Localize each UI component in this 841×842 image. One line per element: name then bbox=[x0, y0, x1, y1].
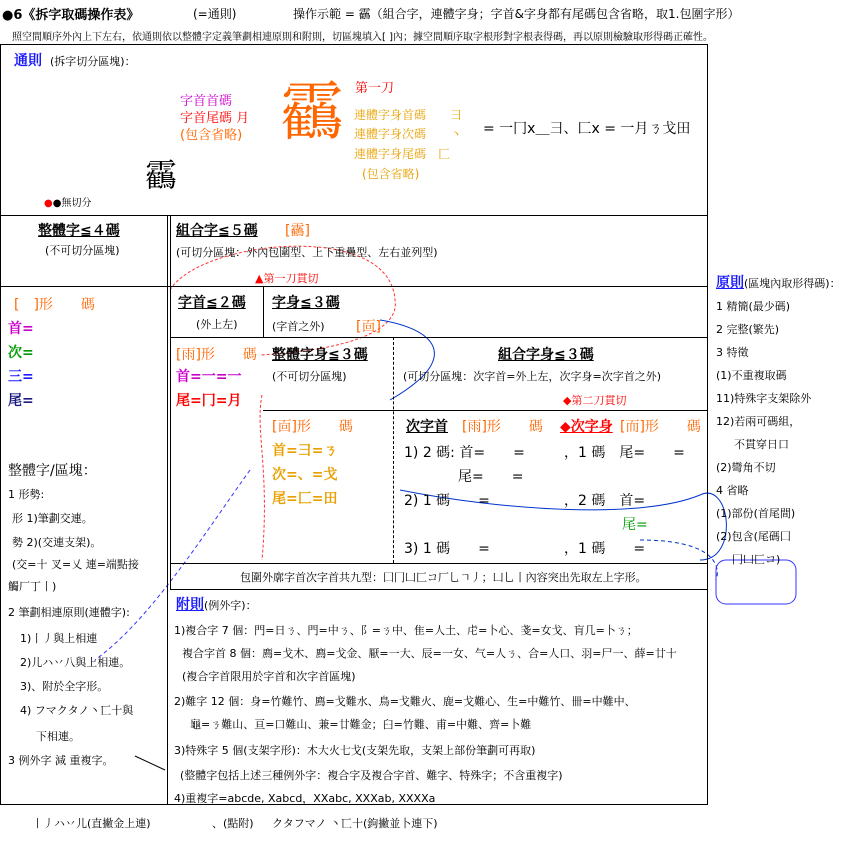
appendix-line-4: 2)難字 12 個：身=竹難竹、廌=戈難水、鳥=戈難火、鹿=戈難心、生=中難竹、卌=中難中、 bbox=[174, 695, 636, 708]
left-note-item: 3)、附於全字形。 bbox=[20, 680, 109, 693]
principle-item: 冂凵匚コ) bbox=[732, 553, 781, 566]
whole-body-title: 整體字身≦３碼 bbox=[272, 347, 368, 363]
row1-right: ，1 碼 尾= = bbox=[564, 445, 685, 461]
whole-first: 首= bbox=[8, 321, 34, 337]
divider-combo bbox=[0, 286, 708, 287]
principle-item: 4 省略 bbox=[716, 484, 749, 497]
row3-right: ，1 碼 = bbox=[564, 541, 646, 557]
whole-third: 三= bbox=[8, 369, 34, 385]
whole-title: 整體字≦４碼 bbox=[38, 223, 120, 239]
appendix-line-1: 1)複合字 7 個：門=日ㄋ、門=中ㄋ、阝=ㄋ中、隹=人土、虍=卜心、戔=女戈、肓几=卜ㄋ； bbox=[174, 624, 638, 637]
whole-shape: [ ]形 碼 bbox=[14, 297, 95, 313]
principle-item: (2)彎角不切 bbox=[716, 461, 776, 474]
first-cut-through: ▲第一刀貫切 bbox=[255, 272, 319, 285]
principle-item: (1)不重複取碼 bbox=[716, 369, 787, 382]
body-note: (字首之外) bbox=[272, 320, 325, 333]
row2-right-last: 尾= bbox=[622, 517, 648, 533]
left-note-item: 2)儿ハ丷八與上相連。 bbox=[20, 656, 131, 669]
principle-item: 2 完整(繁先) bbox=[716, 323, 780, 336]
row2-left: 2) 1 碼 = bbox=[404, 493, 490, 509]
left-note-item: 勢 2)(交連支架)。 bbox=[12, 536, 102, 549]
head-last: 尾=冂=月 bbox=[176, 393, 242, 409]
border-right bbox=[707, 44, 708, 804]
no-cut-label: ●●無切分 bbox=[44, 198, 92, 209]
left-note-item: 4) フマクタノ⼂⼖⼗與 bbox=[20, 704, 134, 717]
enclosure-note: 包圍外廓字首次字首共九型：囗冂凵匚コ厂乚ㄱ丿；凵乚⼁內容突出先取左上字形。 bbox=[240, 571, 647, 584]
whole-body-second: 次=、=戈 bbox=[272, 467, 338, 483]
instruction-text: 照空間順序外內上下左右，依通則依以整體字定義筆劃相連原則和附則，切區塊填入[ ]內；據空間順序取字根形對字根表得碼，再以原則檢驗取形得碼正確性。 bbox=[12, 32, 713, 43]
left-note-item: 1)丨丿與上相連 bbox=[20, 632, 98, 645]
whole-last: 尾= bbox=[8, 393, 34, 409]
body-second-label: 連體字身次碼 ⼂ bbox=[354, 127, 463, 141]
second-cut-through: ◆第二刀貫切 bbox=[563, 394, 627, 407]
whole-note: (不可切分區塊) bbox=[45, 244, 120, 257]
sub-body-title: ◆次字身 bbox=[560, 419, 613, 435]
big-example-character: 靏 bbox=[280, 76, 344, 150]
general-subtitle: (拆字切分區塊)： bbox=[50, 55, 136, 68]
border-top bbox=[0, 44, 708, 45]
combo-body-note: (可切分區塊：次字首=外上左，次字身=次字首之外) bbox=[403, 370, 662, 383]
appendix-line-5: 龜=ㄋ難山、亘=口難山、兼=廿難金；臼=竹難、甫=中難、齊=卜難 bbox=[190, 718, 532, 731]
head-first: 首=一=一 bbox=[176, 369, 242, 385]
small-example-character: 靏 bbox=[145, 156, 178, 194]
decomposition-formula: = 一冂x＿⺕、⼕x = 一月ㄋ戈田 bbox=[483, 121, 691, 137]
general-title: 通則 bbox=[14, 53, 42, 69]
footer-hook: クタフマノ ⼂⼖⼗(鉤撇並卜連下) bbox=[272, 817, 438, 830]
sub-head-title: 次字首 bbox=[406, 419, 448, 435]
example-description: 操作示範 = 靏（組合字，連體字身；字首&字身都有尾碼包含省略，取1.包圍字形） bbox=[293, 7, 740, 21]
first-cut-label: 第一刀 bbox=[355, 81, 395, 96]
body-last-label: 連體字身尾碼 ⼕ bbox=[354, 147, 451, 161]
principle-item: 3 特徵 bbox=[716, 346, 749, 359]
body-first-label: 連體字身首碼 ⺕ bbox=[354, 108, 463, 122]
appendix-line-7: (整體字包括上述三種例外字：複合字及複合字首、難字、特殊字；不含重複字) bbox=[180, 769, 563, 782]
head-shape: [雨]形 碼 bbox=[176, 347, 257, 363]
row1-left: 1) 2 碼: 首= = bbox=[404, 445, 525, 461]
whole-body-note: (不可切分區塊) bbox=[272, 370, 347, 383]
appendix-heading: 附則(例外字)： bbox=[176, 597, 257, 613]
divider-left-column bbox=[167, 215, 168, 804]
whole-body-first: 首=⺕=ㄋ bbox=[272, 443, 338, 459]
sub-body-shape: [而]形 碼 bbox=[620, 419, 701, 435]
principle-item: 不貫穿日口 bbox=[734, 438, 789, 451]
divider-head-body bbox=[263, 286, 264, 338]
left-note-item: 觸厂丁⼁) bbox=[8, 580, 57, 593]
whole-body-last: 尾=⼕=田 bbox=[272, 491, 338, 507]
footer-dot: 、(點附) bbox=[212, 817, 254, 830]
head-omit-label: (包含省略) bbox=[180, 128, 243, 143]
left-note-item: 2 筆劃相連原則(連體字): bbox=[8, 606, 130, 619]
combo-note: (可切分區塊：外內包圍型、上下重疊型、左右並列型) bbox=[176, 246, 438, 259]
principle-item: (2)包含(尾碼囗 bbox=[716, 530, 791, 543]
left-note-item: 下相連。 bbox=[36, 730, 80, 743]
head-last-label: 字首尾碼 月 bbox=[180, 111, 250, 126]
rule-reference: (=通則) bbox=[193, 7, 237, 21]
whole-body-shape: [靣]形 碼 bbox=[272, 419, 353, 435]
combo-body-title: 組合字身≦３碼 bbox=[498, 347, 594, 363]
divider-head bbox=[170, 337, 708, 338]
divider-enclosure bbox=[170, 563, 708, 564]
appendix-line-3: (複合字首限用於字首和次字首區塊) bbox=[182, 670, 356, 683]
left-note-item: 1 形勢: bbox=[8, 488, 45, 501]
footer-direct: 丨丿ハ丷儿(直撇金上連) bbox=[32, 817, 151, 830]
body-example: [靣] bbox=[356, 319, 381, 335]
divider-left-column-double bbox=[170, 215, 171, 589]
left-notes-title: 整體字/區塊： bbox=[8, 463, 97, 479]
body-title: 字身≦３碼 bbox=[272, 295, 340, 311]
combo-title: 組合字≦５碼 bbox=[176, 223, 258, 239]
appendix-line-6: 3)特殊字 5 個(支架字形)：木大火七戈(支架先取，支架上部份筆劃可再取) bbox=[174, 744, 536, 757]
appendix-line-8: 4)重複字=abcde, Xabcd，XXabc, XXXab, XXXXa bbox=[174, 792, 436, 805]
divider-appendix bbox=[170, 589, 708, 590]
left-note-item: 形 1)筆劃交連。 bbox=[12, 512, 93, 525]
divider-whole-body bbox=[263, 410, 708, 411]
left-note-item: 3 例外字 減 重複字。 bbox=[8, 754, 114, 767]
principles-heading: 原則(區塊內取形得碼)： bbox=[716, 275, 841, 291]
row1-left-last: 尾= = bbox=[458, 469, 524, 485]
head-note: (外上左) bbox=[196, 318, 238, 331]
sub-head-shape: [雨]形 碼 bbox=[462, 419, 543, 435]
principle-item: 1 精簡(最少碼) bbox=[716, 300, 791, 313]
principle-item: 11)特殊字支架除外 bbox=[716, 392, 812, 405]
row2-right: ，2 碼 首= bbox=[564, 493, 646, 509]
whole-second: 次= bbox=[8, 345, 34, 361]
left-note-item: (交=十 叉=乂 連=端點接 bbox=[12, 558, 139, 571]
body-omit-label: (包含省略) bbox=[362, 167, 420, 181]
divider-general bbox=[0, 215, 708, 216]
principle-item: (1)部份(首尾間) bbox=[716, 507, 796, 520]
head-first-label: 字首首碼 bbox=[180, 94, 233, 109]
combo-example: [靏] bbox=[285, 223, 310, 239]
border-left bbox=[0, 44, 1, 804]
principle-item: 12)若兩可碼組， bbox=[716, 415, 801, 428]
row3-left: 3) 1 碼 = bbox=[404, 541, 490, 557]
sheet-title: ●6《拆字取碼操作表》 bbox=[2, 8, 140, 23]
appendix-line-2: 複合字首 8 個：廌=戈木、廌=戈金、厭=一大、辰=一女、气=人ㄋ、合=人口、羽=尸一、薛=廿十 bbox=[182, 647, 677, 660]
divider-body-split bbox=[393, 337, 395, 563]
head-title: 字首≦２碼 bbox=[178, 295, 246, 311]
